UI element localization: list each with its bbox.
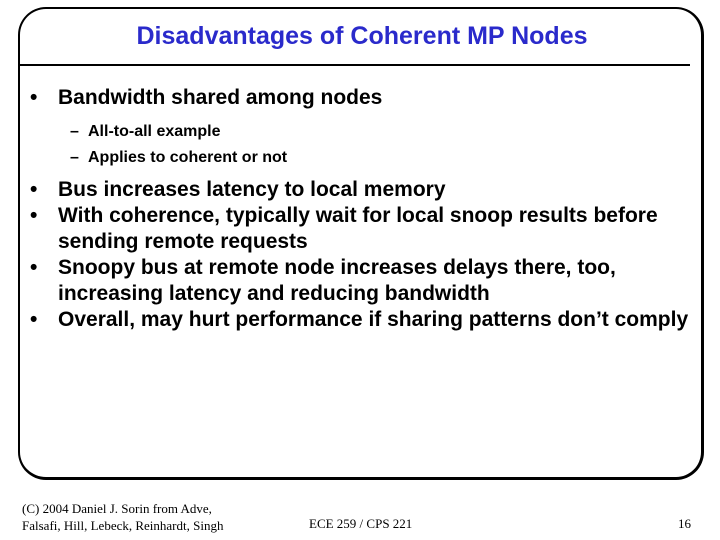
bullet-item (30, 255, 690, 307)
bullet-item (30, 177, 690, 203)
bullet-text: With coherence, typically wait for local snoop results before sending remote requests (58, 204, 658, 253)
bullet-text: Snoopy bus at remote node increases delays there, too, increasing latency and reducing bandwidth (58, 256, 616, 305)
page-number: 16 (678, 516, 691, 531)
title-underline (20, 64, 690, 66)
bullet-item (30, 203, 690, 255)
bullet-text: Bus increases latency to local memory (58, 178, 446, 201)
sub-bullet-dash: – (70, 149, 79, 166)
bullet-dot: • (30, 256, 38, 279)
sub-bullet-text: All-to-all example (88, 123, 221, 140)
footer-course: ECE 259 / CPS 221 (309, 516, 413, 531)
bullet-text: Bandwidth shared among nodes (58, 86, 383, 109)
bullet-item (30, 307, 690, 333)
sub-bullet-item (30, 145, 690, 171)
footer-credit-line2: Falsafi, Hill, Lebeck, Reinhardt, Singh (22, 518, 224, 533)
bullet-dot: • (30, 86, 38, 109)
footer-credit (22, 500, 223, 534)
slide-body (30, 85, 690, 333)
bullet-dot: • (30, 178, 38, 201)
sub-bullet-text: Applies to coherent or not (88, 149, 288, 166)
footer-credit-line1: (C) 2004 Daniel J. Sorin from Adve, (22, 501, 212, 516)
sub-bullet-item (30, 119, 690, 145)
bullet-text: Overall, may hurt performance if sharing patterns don’t comply (58, 308, 689, 331)
slide-title: Disadvantages of Coherent MP Nodes (136, 22, 588, 50)
bullet-dot: • (30, 308, 38, 331)
sub-bullet-dash: – (70, 123, 79, 140)
bullet-item (30, 85, 690, 111)
bullet-dot: • (30, 204, 38, 227)
